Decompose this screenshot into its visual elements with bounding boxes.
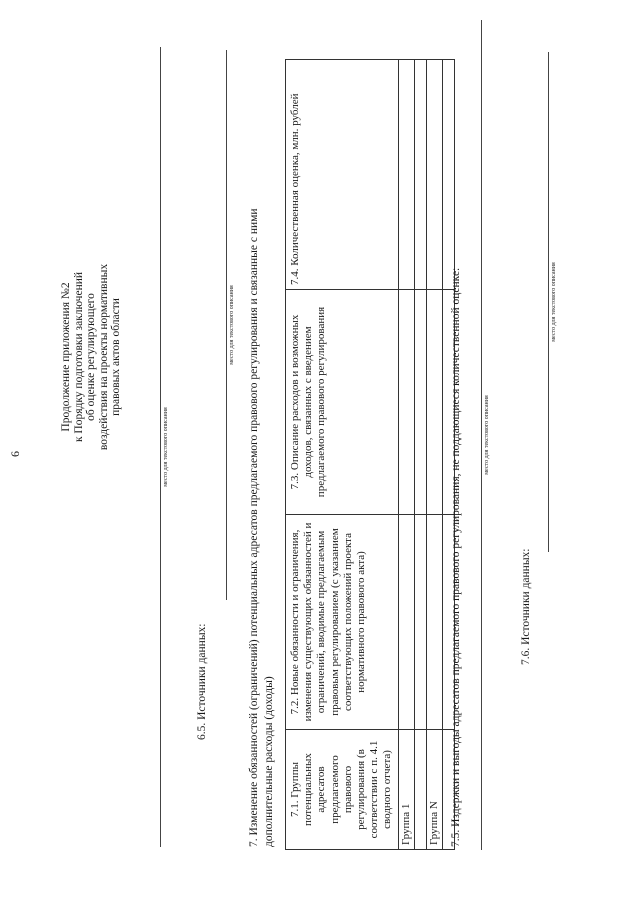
- table-cell: [426, 290, 442, 515]
- placeholder-label: место для текстового описания: [484, 395, 490, 475]
- table-header-cell: 7.2. Новые обязанности и ограничения, изменения существующих обязанностей и ограничений, вводимые предлагаемым правовым регулированием (с указанием соответствующих положений проекта нормативного правового акта): [286, 515, 399, 730]
- table-cell: [398, 290, 414, 515]
- section-7-6-label: 7.6. Источники данных:: [520, 548, 532, 665]
- description-line: [160, 47, 161, 847]
- description-line: [481, 20, 482, 850]
- table-header-row: [286, 60, 399, 850]
- heading-line: Продолжение приложения №2: [60, 282, 72, 432]
- section-7-5-label: 7.5. Издержки и выгоды адресатов предлагаемого правового регулирования, не поддающиеся количественной оценке:: [450, 267, 462, 847]
- section-7-title: [247, 27, 277, 847]
- heading-line: воздействия на проекты нормативных: [97, 263, 110, 451]
- section-7-title-line: 7. Изменение обязанностей (ограничений) потенциальных адресатов предлагаемого правового регулирования и связанные с ними: [248, 208, 260, 847]
- page-number: 6: [8, 451, 22, 457]
- table-cell: [426, 60, 442, 290]
- description-line: [226, 50, 227, 600]
- table-cell: [426, 515, 442, 730]
- appendix-heading: [60, 197, 123, 517]
- placeholder-label: место для текстового описания: [551, 262, 557, 342]
- group-label: Группа 1: [398, 730, 414, 850]
- heading-line: к Порядку подготовки заключений: [72, 271, 85, 443]
- table-row: [414, 60, 426, 850]
- section-7-title-line: дополнительные расходы (доходы): [263, 676, 275, 847]
- section-6-5-label: 6.5. Источники данных:: [196, 623, 208, 740]
- table-cell: [414, 290, 426, 515]
- table-cell: [414, 515, 426, 730]
- table-row: [426, 60, 442, 850]
- placeholder-label: место для текстового описания: [163, 407, 169, 487]
- obligations-table: [285, 59, 455, 850]
- table-cell: [398, 515, 414, 730]
- table-header-cell: 7.1. Группы потенциальных адресатов предлагаемого правового регулирования (в соответствии с п. 4.1 сводного отчета): [286, 730, 399, 850]
- heading-line: об оценке регулирующего: [85, 293, 98, 421]
- group-label: Группа N: [426, 730, 442, 850]
- table-row: [398, 60, 414, 850]
- table-cell: [398, 60, 414, 290]
- table-cell: [414, 730, 426, 850]
- table-header-cell: 7.3. Описание расходов и возможных доходов, связанных с введением предлагаемого правового регулирования: [286, 290, 399, 515]
- table-cell: [414, 60, 426, 290]
- table-header-cell: 7.4. Количественная оценка, млн. рублей: [286, 60, 399, 290]
- heading-line: правовых актов области: [110, 298, 123, 416]
- description-line: [548, 52, 549, 552]
- placeholder-label: место для текстового описания: [229, 285, 235, 365]
